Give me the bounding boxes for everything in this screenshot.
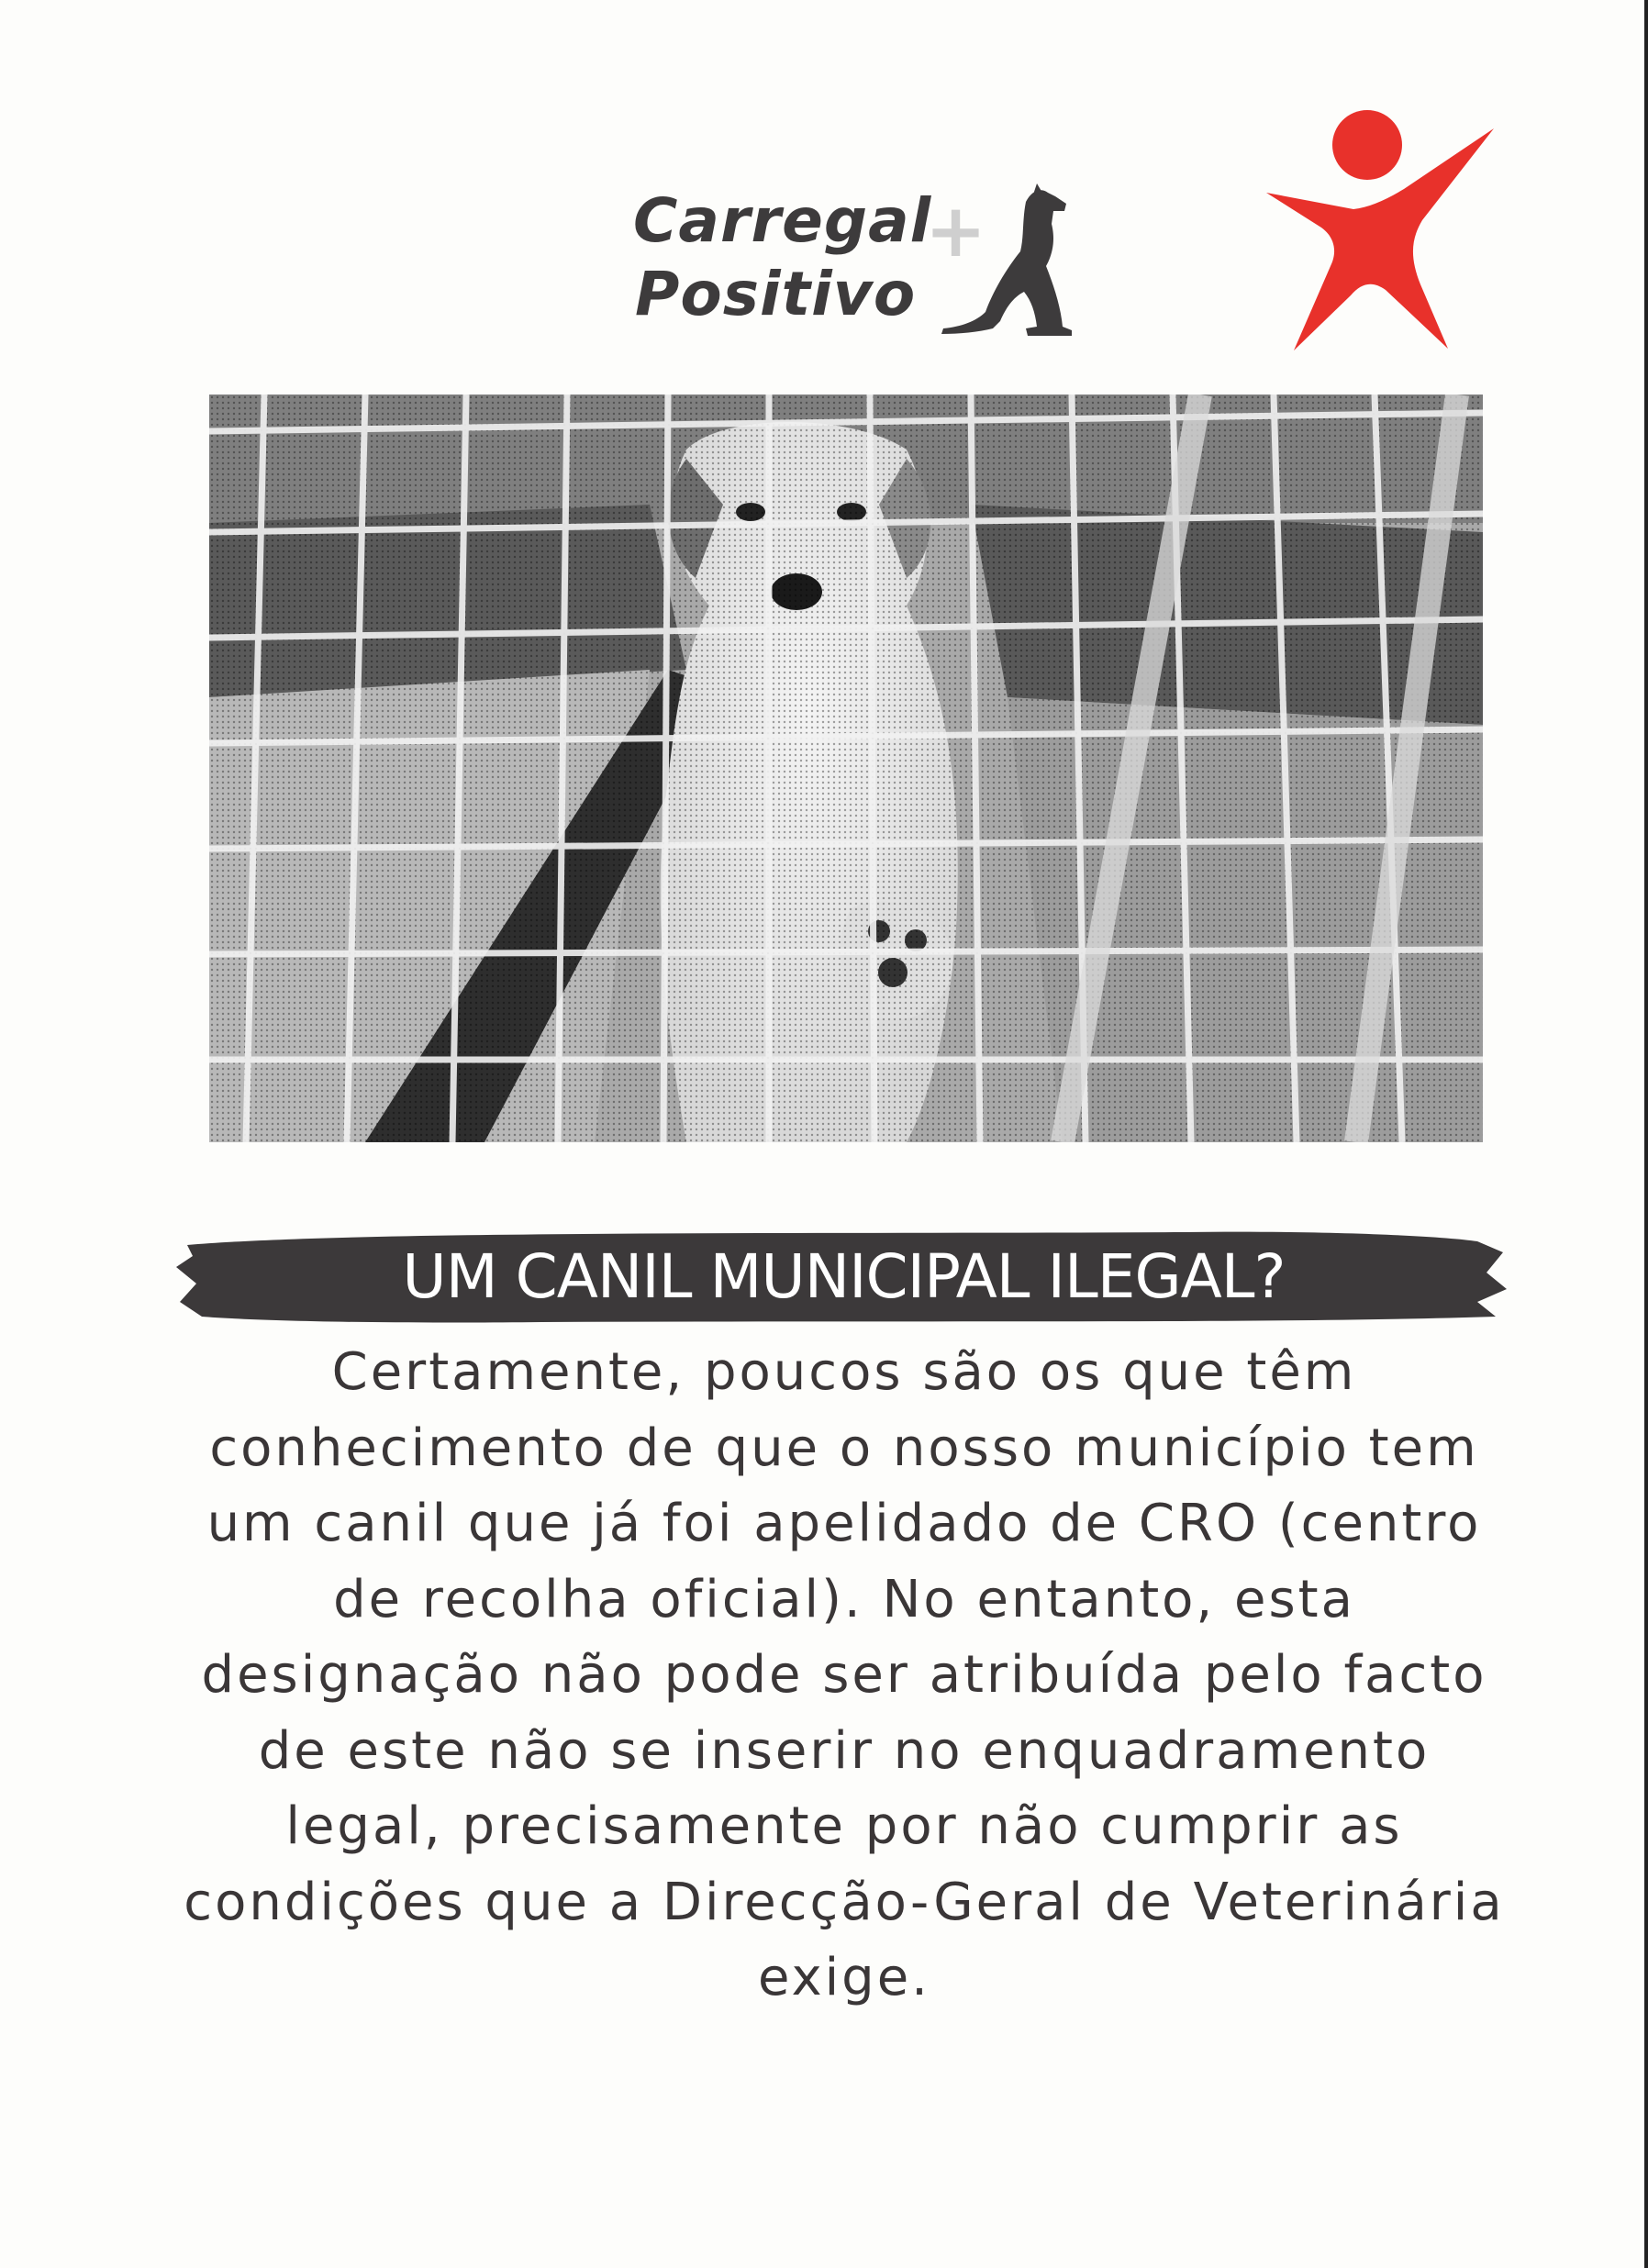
headline-banner — [174, 1225, 1509, 1328]
logo-word-positivo: Positivo — [635, 259, 917, 329]
red-star-figure-icon — [1266, 101, 1505, 358]
dog-silhouette-icon — [918, 183, 1092, 339]
headline: UM CANIL MUNICIPAL ILEGAL? — [402, 1240, 1286, 1312]
page-edge — [1644, 0, 1648, 2268]
body-paragraph: Certamente, poucos são os que têm conhecimento de que o nosso município tem um canil que já foi apelidado de CRO (centro de recolha oficial). No entanto, esta designação não pode ser atribuída pelo facto de este não se inserir no enquadramento legal, precisamente por não cumprir as condições que a Direcção-Geral de Veterinária exige. — [184, 1342, 1505, 2007]
carregal-positivo-logo — [633, 174, 1092, 339]
logo-plus-sign: + — [925, 188, 987, 273]
dog-behind-cage-photo — [209, 395, 1483, 1142]
logo-word-carregal: Carregal — [633, 185, 932, 256]
